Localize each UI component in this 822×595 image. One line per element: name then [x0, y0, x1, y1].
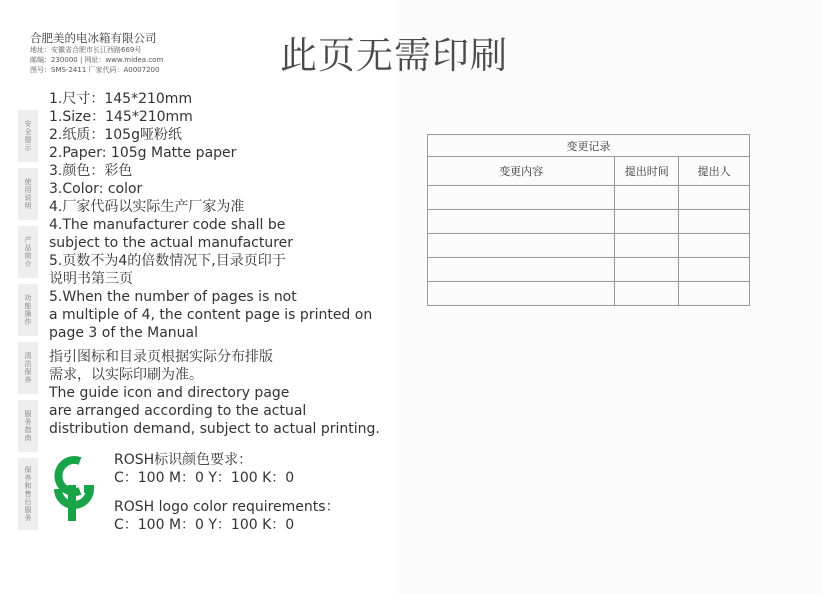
spec-line: are arranged according to the actual — [49, 403, 307, 419]
spec-line: 2.Paper: 105g Matte paper — [49, 145, 237, 161]
rosh-requirement-cn: ROSH标识颜色要求： — [114, 452, 253, 468]
table-cell[interactable] — [428, 282, 615, 306]
spec-line: 5.页数不为4的倍数情况下,目录页印于 — [49, 253, 286, 269]
spec-line: 3.Color: color — [49, 181, 143, 197]
table-cell[interactable] — [615, 186, 679, 210]
column-header-change-content: 变更内容 — [428, 157, 615, 186]
table-cell[interactable] — [428, 210, 615, 234]
spec-line: 2.纸质：105g哑粉纸 — [49, 127, 182, 143]
spec-line: subject to the actual manufacturer — [49, 235, 294, 251]
change-record-caption: 变更记录 — [428, 135, 750, 157]
spec-line: 1.尺寸：145*210mm — [49, 91, 193, 107]
company-address: 地址：安徽省合肥市长江西路669号 — [30, 46, 142, 54]
table-cell[interactable] — [679, 210, 750, 234]
table-cell[interactable] — [615, 234, 679, 258]
side-tab-label: 功能操作 — [24, 294, 32, 326]
company-postcode-website: 邮编：230000 | 网址：www.midea.com — [30, 56, 164, 64]
table-cell[interactable] — [615, 210, 679, 234]
side-tab — [18, 342, 38, 394]
table-cell[interactable] — [428, 186, 615, 210]
side-tab-strip — [18, 110, 38, 536]
spec-line: page 3 of the Manual — [49, 325, 199, 341]
company-info — [30, 31, 270, 75]
side-tab — [18, 400, 38, 452]
spec-line: 3.颜色：彩色 — [49, 163, 133, 179]
page-title: 此页无需印刷 — [280, 34, 508, 77]
rosh-cmyk-en: C：100 M：0 Y：100 K：0 — [114, 517, 295, 533]
spec-line: distribution demand, subject to actual printing. — [49, 421, 380, 437]
table-cell[interactable] — [615, 282, 679, 306]
change-record-table — [427, 134, 750, 306]
side-tab — [18, 458, 38, 530]
table-cell[interactable] — [679, 186, 750, 210]
rosh-cmyk-cn: C：100 M：0 Y：100 K：0 — [114, 470, 295, 486]
side-tab-label: 使用说明 — [24, 178, 32, 210]
column-header-proposed-time: 提出时间 — [615, 157, 679, 186]
spec-line: 5.When the number of pages is not — [49, 289, 297, 305]
table-row — [428, 258, 750, 282]
rosh-logo-icon — [46, 455, 104, 523]
table-row — [428, 210, 750, 234]
rosh-requirement-en: ROSH logo color requirements： — [114, 499, 340, 515]
table-cell[interactable] — [428, 234, 615, 258]
side-tab — [18, 110, 38, 162]
spec-line: 指引图标和目录页根据实际分布排版 — [49, 349, 273, 365]
side-tab-label: 服务指南 — [24, 410, 32, 442]
rosh-color-requirements — [114, 451, 340, 534]
print-specifications — [49, 90, 399, 438]
spec-line: 1.Size：145*210mm — [49, 109, 193, 125]
table-row — [428, 282, 750, 306]
side-tab-label: 产品简介 — [24, 236, 32, 268]
spec-line: a multiple of 4, the content page is printed on — [49, 307, 373, 323]
table-cell[interactable] — [615, 258, 679, 282]
side-tab — [18, 226, 38, 278]
side-tab — [18, 168, 38, 220]
spec-line: 说明书第三页 — [49, 271, 133, 287]
table-row — [428, 186, 750, 210]
column-header-proposer: 提出人 — [679, 157, 750, 186]
spec-line: 4.The manufacturer code shall be — [49, 217, 286, 233]
table-cell[interactable] — [679, 258, 750, 282]
table-cell[interactable] — [679, 234, 750, 258]
company-name: 合肥美的电冰箱有限公司 — [30, 31, 157, 45]
table-cell[interactable] — [428, 258, 615, 282]
rosh-logo-block — [46, 452, 406, 535]
side-tab-label: 清洁保养 — [24, 352, 32, 384]
spec-line: 需求，以实际印刷为准。 — [49, 367, 203, 383]
side-tab-label: 保养和售后服务 — [24, 466, 32, 522]
table-row — [428, 234, 750, 258]
spec-line: The guide icon and directory page — [49, 385, 290, 401]
side-tab-label: 安全提示 — [24, 120, 32, 152]
side-tab — [18, 284, 38, 336]
table-cell[interactable] — [679, 282, 750, 306]
spec-line: 4.厂家代码以实际生产厂家为准 — [49, 199, 245, 215]
company-drawing-code: 图号：SMS-2411 厂家代码：A0007200 — [30, 66, 160, 74]
